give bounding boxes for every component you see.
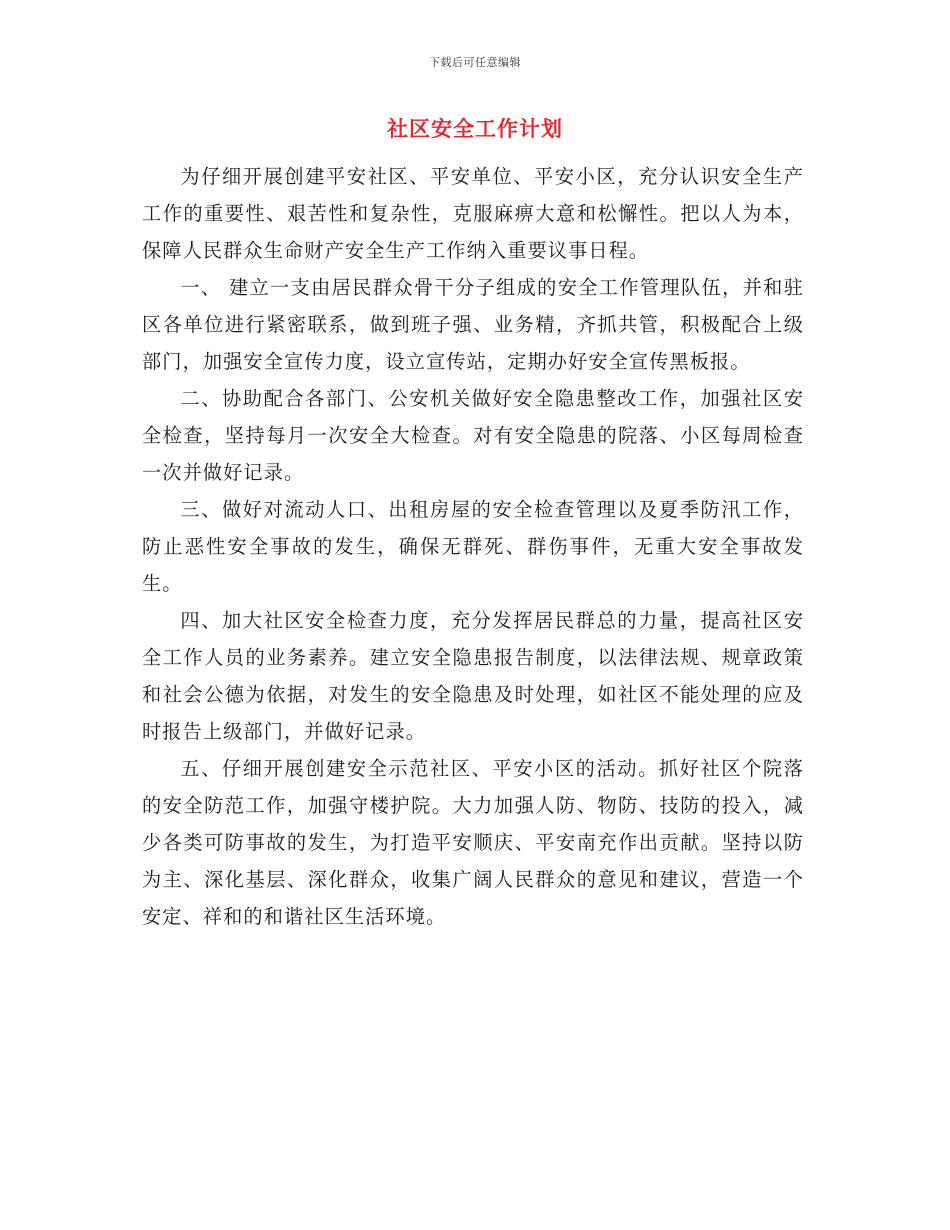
paragraph-item-1: 一、 建立一支由居民群众骨干分子组成的安全工作管理队伍，并和驻区各单位进行紧密联系，做到班子强、业务精，齐抓共管，积极配合上级部门，加强安全宣传力度，设立宣传站，定期办好安全宣传黑板报。: [142, 276, 804, 373]
paragraph-intro: 为仔细开展创建平安社区、平安单位、平安小区，充分认识安全生产工作的重要性、艰苦性和复杂性，克服麻痹大意和松懈性。把以人为本，保障人民群众生命财产安全生产工作纳入重要议事日程。: [142, 165, 804, 262]
paragraph-item-3: 三、做好对流动人口、出租房屋的安全检查管理以及夏季防汛工作，防止恶性安全事故的发生，确保无群死、群伤事件，无重大安全事故发生。: [142, 498, 804, 595]
paragraph-item-4: 四、加大社区安全检查力度，充分发挥居民群总的力量，提高社区安全工作人员的业务素养。建立安全隐患报告制度，以法律法规、规章政策和社会公德为依据，对发生的安全隐患及时处理，如社区不能处理的应及时报告上级部门，并做好记录。: [142, 609, 804, 743]
document-title: 社区安全工作计划: [387, 116, 563, 141]
document-body: [142, 158, 804, 935]
header-note: 下载后可任意编辑: [429, 56, 521, 69]
paragraph-item-2: 二、协助配合各部门、公安机关做好安全隐患整改工作，加强社区安全检查，坚持每月一次安全大检查。对有安全隐患的院落、小区每周检查一次并做好记录。: [142, 387, 804, 484]
paragraph-item-5: 五、仔细开展创建安全示范社区、平安小区的活动。抓好社区个院落的安全防范工作，加强守楼护院。大力加强人防、物防、技防的投入，减少各类可防事故的发生，为打造平安顺庆、平安南充作出贡献。坚持以防为主、深化基层、深化群众，收集广阔人民群众的意见和建议，营造一个安定、祥和的和谐社区生活环境。: [142, 757, 804, 928]
